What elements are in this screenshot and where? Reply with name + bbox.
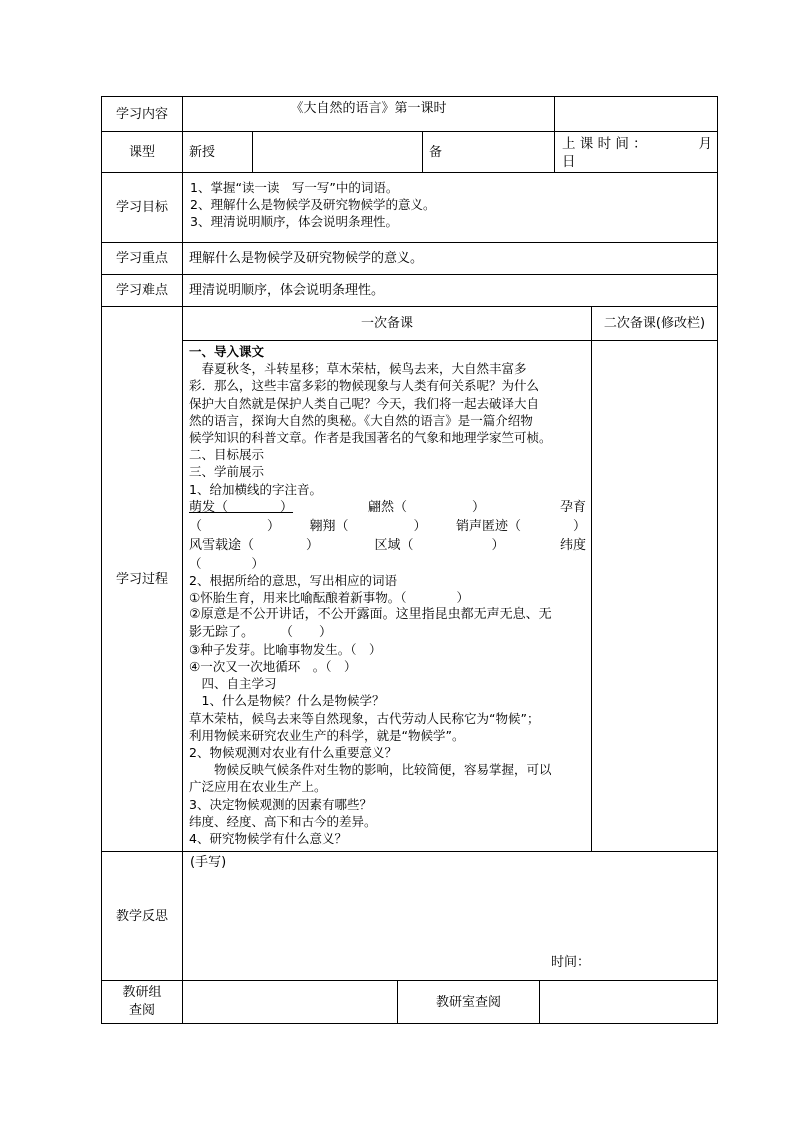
answer: 利用物候来研究农业生产的科学，就是“物候学”。 [189, 727, 465, 743]
class-time-month: 月 [698, 136, 712, 152]
second-prep-header [591, 306, 718, 341]
first-prep-content [182, 340, 592, 852]
room-review-label [397, 980, 540, 1024]
label-key [101, 242, 183, 275]
goal-line: 3、理清说明顺序，体会说明条理性。 [190, 214, 398, 229]
label-group-review [101, 980, 183, 1024]
pinyin-row [189, 517, 586, 536]
difficulty-point [182, 274, 718, 307]
meaning-item: 影无踪了。 （ ） [189, 624, 333, 640]
label-reflection [101, 851, 183, 981]
label-text: 学习过程 [115, 571, 168, 587]
label-text: 教研室查阅 [435, 994, 501, 1010]
question: 1、什么是物候？什么是物候学？ [189, 693, 385, 709]
answer: 草木荣枯，候鸟去来等自然现象，古代劳动人民称它为“物候”； [189, 710, 540, 726]
label-process [101, 306, 183, 852]
intro-line: 然的语言，探询大自然的奥秘。《大自然的语言》是一篇介绍物 [189, 412, 533, 428]
label-difficulty [101, 274, 183, 307]
label-text: 学习重点 [115, 251, 168, 266]
pinyin-item: 翩然（ ） [367, 499, 485, 515]
pinyin-item: 销声匿迹（ ） [455, 518, 586, 534]
meaning-item: ③种子发芽。比喻事物发生。（ ） [189, 641, 382, 657]
pinyin-item: 孕育 [559, 499, 586, 515]
meaning-item: ④一次又一次地循环 。（ ） [189, 659, 357, 675]
lesson-title-cell [182, 96, 555, 132]
answer: 物候反映气候条件对生物的影响，比较简便，容易掌握，可以 [189, 762, 552, 778]
section-title: 一、导入课文 [189, 344, 265, 359]
blank-cell [554, 96, 718, 132]
key-text: 理解什么是物候学及研究物候学的意义。 [189, 251, 424, 266]
meaning-item: ②原意是不公开讲话，不公开露面。这里指昆虫都无声无息、无 [189, 607, 552, 623]
pinyin-item: 风雪载途（ ） [189, 537, 320, 553]
lesson-title: 《大自然的语言》第一课时 [290, 101, 447, 116]
handwrite-note: (手写) [190, 855, 227, 870]
type-value [182, 131, 253, 173]
blank-cell [539, 980, 718, 1024]
label-text: 学习难点 [115, 283, 168, 298]
pinyin-item: 萌发（ ） [189, 499, 294, 515]
class-time-row [562, 135, 712, 153]
difficulty-text: 理清说明顺序，体会说明条理性。 [189, 283, 385, 298]
section-title: 三、学前展示 [189, 464, 265, 480]
key-point [182, 242, 718, 275]
label-text: 教研组 [122, 985, 162, 1000]
class-time-day: 日 [562, 154, 576, 170]
pinyin-row [189, 498, 586, 517]
goals-cell [182, 172, 718, 243]
question: 4、研究物候学有什么意义？ [189, 831, 347, 847]
label-text: 教学反思 [115, 908, 168, 924]
label-text: 查阅 [128, 1003, 155, 1018]
class-time-cell [554, 131, 718, 173]
intro-line: 春夏秋冬，斗转星移；草木荣枯，候鸟去来，大自然丰富多 [189, 361, 527, 377]
lesson-plan-table [101, 96, 718, 1024]
pinyin-item: 翱翔（ ） [309, 518, 427, 534]
question: 1、给加横线的字注音。 [189, 481, 322, 497]
pinyin-item: （ ） [189, 518, 281, 534]
answer: 广泛应用在农业生产上。 [189, 779, 327, 795]
pinyin-item: 纬度 [559, 537, 586, 553]
header-text: 一次备课 [360, 316, 413, 331]
goal-line: 2、理解什么是物候学及研究物候学的意义。 [190, 197, 436, 212]
question: 2、根据所给的意思，写出相应的词语 [189, 573, 397, 589]
section-title: 二、目标展示 [189, 447, 265, 463]
reflection-time-label: 时间： [551, 955, 591, 970]
label-goals [101, 172, 183, 243]
section-title: 四、自主学习 [189, 676, 277, 692]
pinyin-row [189, 536, 586, 555]
label-content [101, 96, 183, 132]
question: 3、决定物候观测的因素有哪些？ [189, 796, 372, 812]
answer: 纬度、经度、高下和古今的差异。 [189, 813, 377, 829]
bei-cell [422, 131, 555, 173]
label-text: 学习目标 [115, 200, 168, 215]
header-text: 二次备课(修改栏) [603, 316, 706, 331]
reflection-cell [182, 851, 718, 981]
pinyin-item: （ ） [189, 555, 265, 571]
first-prep-header [182, 306, 592, 341]
blank-cell [252, 131, 423, 173]
pinyin-item: 区域（ ） [374, 537, 505, 553]
question: 2、物候观测对农业有什么重要意义？ [189, 745, 397, 761]
goal-line: 1、掌握“读一读 写一写”中的词语。 [190, 180, 399, 195]
bei-text: 备 [429, 144, 443, 160]
class-time-label: 上 课 时 间 ： [562, 136, 647, 152]
intro-line: 候学知识的科普文章。作者是我国著名的气象和地理学家竺可桢。 [189, 430, 552, 446]
intro-line: 保护大自然就是保护人类自己呢？今天，我们将一起去破译大自 [189, 395, 540, 411]
type-text: 新授 [189, 144, 216, 160]
intro-line: 彩．那么，这些丰富多彩的物候现象与人类有何关系呢？为什么 [189, 378, 540, 394]
label-type [101, 131, 183, 173]
second-prep-content [591, 340, 718, 852]
label-text: 课型 [128, 144, 155, 160]
label-text: 学习内容 [115, 106, 168, 122]
meaning-item: ①怀胎生育，用来比喻酝酿着新事物。（ ） [189, 590, 469, 606]
blank-cell [182, 980, 398, 1024]
